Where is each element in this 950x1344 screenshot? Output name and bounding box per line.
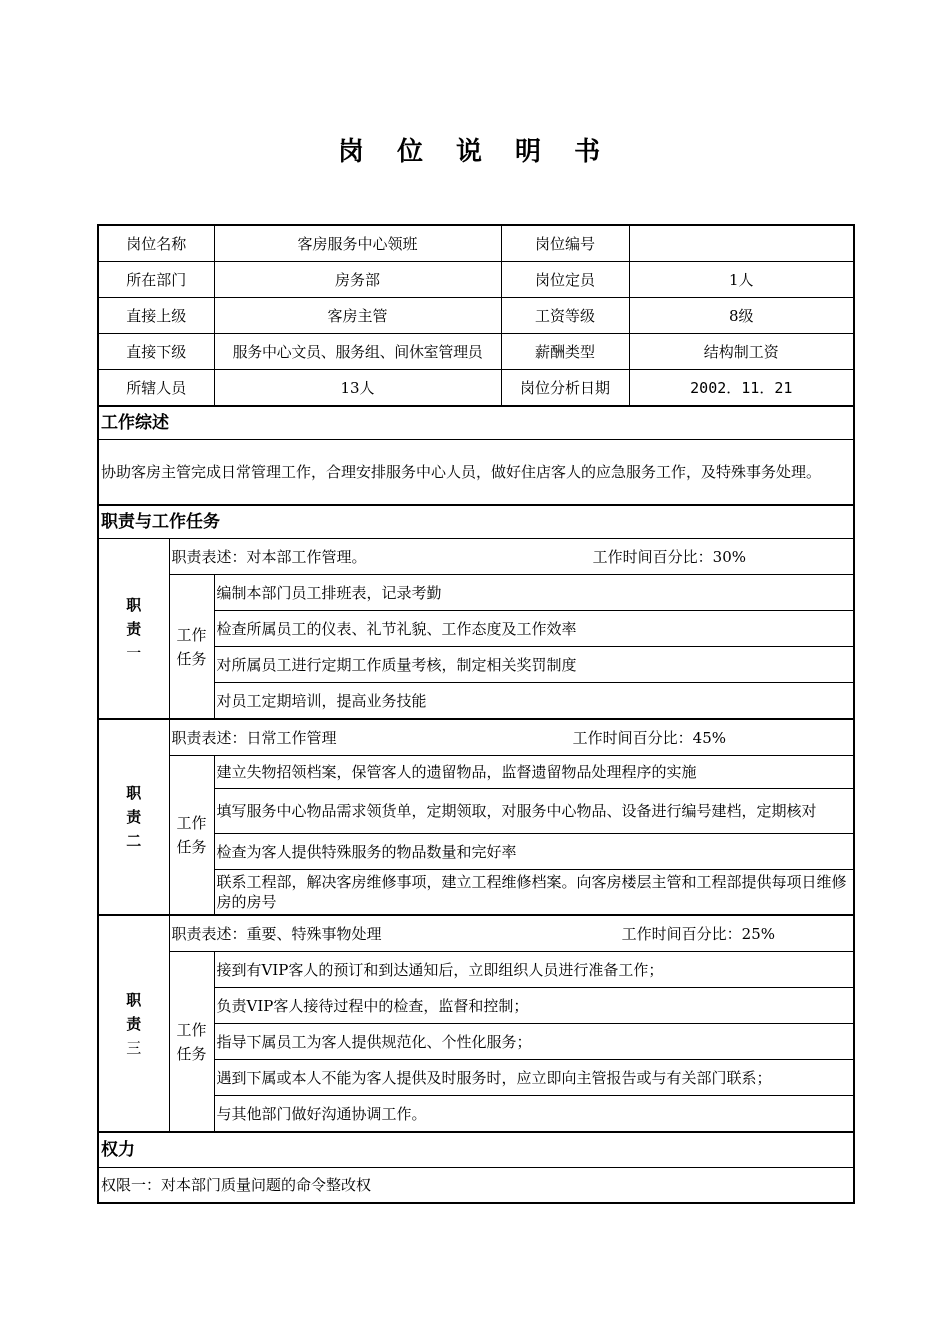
duty-3-task-label: 工作任务 [169,952,214,1133]
duty-3-percent: 工作时间百分比：25% [621,924,776,943]
duty-2-label: 职 责 二 [98,719,169,915]
basic-row-4 [98,334,854,370]
page-title: 岗 位 说 明 书 [337,137,613,167]
headcount-value: 1人 [629,262,854,298]
duty-3-statement-row [98,915,854,952]
duty-2-percent: 工作时间百分比：45% [572,728,727,747]
duty-3-task: 负责VIP客人接待过程中的检查，监督和控制； [214,988,854,1024]
duty-3-task: 遇到下属或本人不能为客人提供及时服务时，应立即向主管报告或与有关部门联系； [214,1060,854,1096]
department-value: 房务部 [214,262,501,298]
power-item-row [98,1168,854,1204]
duty-1-task: 编制本部门员工排班表，记录考勤 [214,575,854,611]
basic-row-3 [98,298,854,334]
summary-heading-row [98,406,854,440]
duty-1-percent: 工作时间百分比：30% [592,547,747,566]
analysis-date-label: 岗位分析日期 [501,370,629,407]
analysis-date-value: 2002．11．21 [629,370,854,407]
power-heading-row [98,1132,854,1168]
duty-2-statement: 职责表述：日常工作管理 工作时间百分比：45% [169,719,854,756]
basic-row-1 [98,225,854,262]
duty-3-task: 接到有VIP客人的预订和到达通知后，立即组织人员进行准备工作； [214,952,854,988]
duty-2-task: 建立失物招领档案，保管客人的遗留物品，监督遗留物品处理程序的实施 [214,756,854,789]
duty-2-statement-row [98,719,854,756]
position-name-label: 岗位名称 [98,225,214,262]
position-code-value [629,225,854,262]
position-name-value: 客房服务中心领班 [214,225,501,262]
duty-1-task-label: 工作任务 [169,575,214,720]
summary-text: 协助客房主管完成日常管理工作，合理安排服务中心人员，做好住店客人的应急服务工作，及特殊事务处理。 [98,440,854,506]
salary-grade-label: 工资等级 [501,298,629,334]
staff-count-value: 13人 [214,370,501,407]
summary-heading: 工作综述 [98,406,854,440]
position-code-label: 岗位编号 [501,225,629,262]
subordinates-label: 直接下级 [98,334,214,370]
duty-2-task: 填写服务中心物品需求领货单，定期领取，对服务中心物品、设备进行编号建档，定期核对 [214,789,854,834]
duty-1-task: 检查所属员工的仪表、礼节礼貌、工作态度及工作效率 [214,611,854,647]
duty-1-statement-row [98,539,854,575]
duty-3-label: 职 责 三 [98,915,169,1132]
basic-row-5 [98,370,854,407]
headcount-label: 岗位定员 [501,262,629,298]
duty-1-task: 对员工定期培训，提高业务技能 [214,683,854,720]
pay-type-label: 薪酬类型 [501,334,629,370]
duty-1-task: 对所属员工进行定期工作质量考核，制定相关奖罚制度 [214,647,854,683]
summary-text-row [98,440,854,506]
job-description-table [97,224,855,1204]
power-item: 权限一：对本部门质量问题的命令整改权 [98,1168,854,1204]
basic-row-2 [98,262,854,298]
subordinates-value: 服务中心文员、服务组、间休室管理员 [214,334,501,370]
supervisor-value: 客房主管 [214,298,501,334]
duties-heading-row [98,505,854,539]
duty-2-task: 联系工程部，解决客房维修事项，建立工程维修档案。向客房楼层主管和工程部提供每项日维修房的房号 [214,870,854,916]
duty-3-statement: 职责表述：重要、特殊事物处理 工作时间百分比：25% [169,915,854,952]
staff-count-label: 所辖人员 [98,370,214,407]
duties-heading: 职责与工作任务 [98,505,854,539]
supervisor-label: 直接上级 [98,298,214,334]
duty-1-statement: 职责表述：对本部工作管理。 工作时间百分比：30% [169,539,854,575]
salary-grade-value: 8级 [629,298,854,334]
department-label: 所在部门 [98,262,214,298]
duty-3-task: 指导下属员工为客人提供规范化、个性化服务； [214,1024,854,1060]
pay-type-value: 结构制工资 [629,334,854,370]
duty-3-task: 与其他部门做好沟通协调工作。 [214,1096,854,1133]
power-heading: 权力 [98,1132,854,1168]
duty-2-task-label: 工作任务 [169,756,214,916]
duty-1-label: 职 责 一 [98,539,169,720]
duty-2-task: 检查为客人提供特殊服务的物品数量和完好率 [214,834,854,870]
